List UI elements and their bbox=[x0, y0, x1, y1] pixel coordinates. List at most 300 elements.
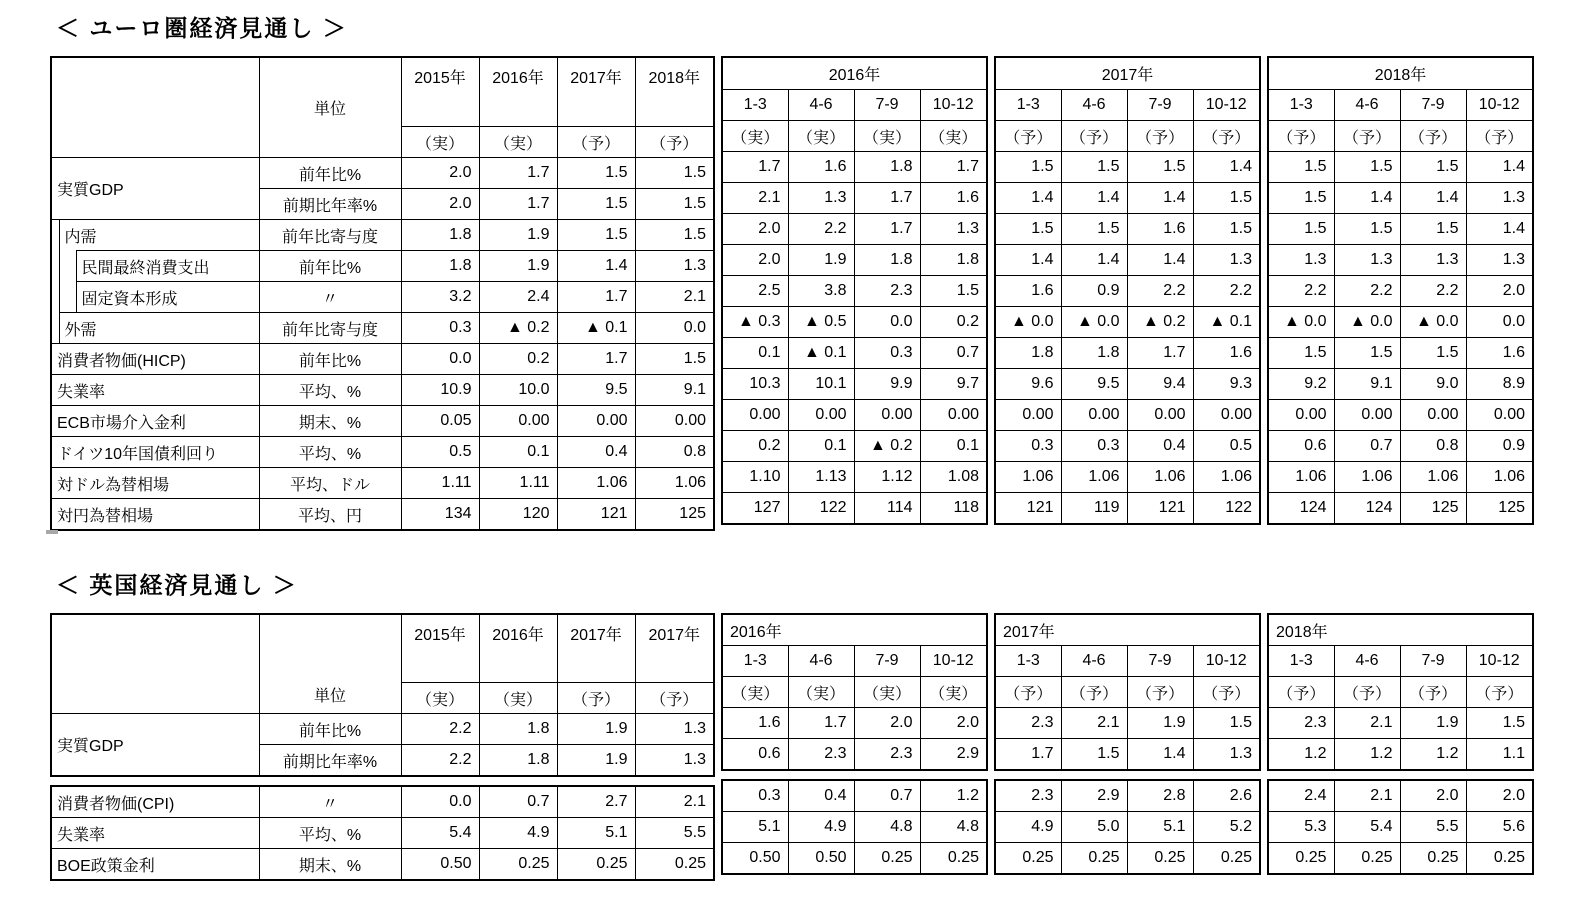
annual-year-header: 2017年 bbox=[557, 614, 635, 683]
row-label: 民間最終消費支出 bbox=[76, 251, 259, 282]
value-cell: 9.0 bbox=[1400, 369, 1466, 400]
annual-type-header: （実） bbox=[401, 127, 479, 158]
row-label: 実質GDP bbox=[51, 714, 259, 777]
quarter-type-header: （予） bbox=[1268, 121, 1334, 152]
value-cell: 1.08 bbox=[920, 462, 987, 493]
row-label: 消費者物価(CPI) bbox=[51, 786, 259, 818]
quarter-label-header: 1-3 bbox=[995, 90, 1061, 121]
table-row bbox=[722, 369, 987, 400]
value-cell: 1.8 bbox=[401, 251, 479, 282]
euro-section bbox=[50, 10, 1591, 531]
quarter-label-header: 10-12 bbox=[1466, 646, 1533, 677]
value-cell: 3.2 bbox=[401, 282, 479, 313]
value-cell: 0.25 bbox=[1466, 843, 1533, 875]
header-subrow bbox=[722, 121, 987, 152]
value-cell: 1.06 bbox=[557, 468, 635, 499]
value-cell: 1.6 bbox=[788, 152, 854, 183]
value-cell: 2.9 bbox=[1061, 780, 1127, 812]
value-cell: 2.1 bbox=[1061, 708, 1127, 739]
annual-block bbox=[50, 56, 715, 531]
value-cell: 1.06 bbox=[1268, 462, 1334, 493]
quarter-block bbox=[1267, 56, 1534, 525]
value-cell: 1.5 bbox=[557, 220, 635, 251]
value-cell: 5.1 bbox=[722, 812, 788, 843]
table-row bbox=[51, 818, 714, 849]
value-cell: 121 bbox=[995, 493, 1061, 525]
value-cell: 2.1 bbox=[635, 282, 714, 313]
value-cell: 2.2 bbox=[1400, 276, 1466, 307]
value-cell: 5.3 bbox=[1268, 812, 1334, 843]
table-row bbox=[722, 708, 987, 739]
value-cell: 0.1 bbox=[788, 431, 854, 462]
value-cell: 0.25 bbox=[1400, 843, 1466, 875]
table-row bbox=[995, 843, 1260, 875]
quarter-label-header: 10-12 bbox=[1193, 646, 1260, 677]
value-cell: 2.2 bbox=[1334, 276, 1400, 307]
table-row bbox=[1268, 152, 1533, 183]
unit-cell: 平均、円 bbox=[259, 499, 401, 531]
value-cell: 1.3 bbox=[1466, 245, 1533, 276]
quarter-type-header: （予） bbox=[995, 121, 1061, 152]
quarter-type-header: （予） bbox=[1466, 121, 1533, 152]
table-row bbox=[995, 152, 1260, 183]
value-cell: 1.5 bbox=[1061, 739, 1127, 771]
value-cell: 1.7 bbox=[557, 344, 635, 375]
header-subrow bbox=[995, 121, 1260, 152]
value-cell: 1.3 bbox=[1193, 739, 1260, 771]
quarter-type-header: （実） bbox=[722, 677, 788, 708]
value-cell: 0.00 bbox=[920, 400, 987, 431]
quarter-label-header: 10-12 bbox=[920, 90, 987, 121]
value-cell: 2.6 bbox=[1193, 780, 1260, 812]
value-cell: 1.9 bbox=[479, 220, 557, 251]
value-cell: 2.0 bbox=[1400, 780, 1466, 812]
indent-rule-2 bbox=[59, 251, 76, 313]
table-row bbox=[995, 245, 1260, 276]
table-row bbox=[995, 812, 1260, 843]
value-cell: 0.0 bbox=[635, 313, 714, 344]
quarter-type-header: （実） bbox=[854, 677, 920, 708]
table-row bbox=[722, 307, 987, 338]
value-cell: 0.5 bbox=[401, 437, 479, 468]
data-table bbox=[50, 56, 715, 531]
value-cell: 4.8 bbox=[854, 812, 920, 843]
annual-type-header: （予） bbox=[557, 683, 635, 714]
value-cell: 1.8 bbox=[920, 245, 987, 276]
value-cell: 1.3 bbox=[1466, 183, 1533, 214]
value-cell: ▲ 0.5 bbox=[788, 307, 854, 338]
table-row bbox=[51, 499, 714, 531]
unit-cell: 平均、% bbox=[259, 437, 401, 468]
table-row bbox=[51, 313, 714, 344]
quarter-block bbox=[994, 56, 1261, 525]
unit-cell: 前年比寄与度 bbox=[259, 313, 401, 344]
value-cell: 114 bbox=[854, 493, 920, 525]
quarter-label-header: 4-6 bbox=[788, 646, 854, 677]
value-cell: 1.11 bbox=[479, 468, 557, 499]
table-row bbox=[722, 843, 987, 875]
table-row bbox=[51, 220, 714, 251]
value-cell: 0.4 bbox=[557, 437, 635, 468]
header-row bbox=[1268, 90, 1533, 121]
table-row bbox=[51, 158, 714, 189]
value-cell: 0.00 bbox=[1334, 400, 1400, 431]
value-cell: 4.9 bbox=[479, 818, 557, 849]
value-cell: 9.4 bbox=[1127, 369, 1193, 400]
value-cell: 0.7 bbox=[479, 786, 557, 818]
value-cell: 1.3 bbox=[1193, 245, 1260, 276]
unit-cell: 前年比寄与度 bbox=[259, 220, 401, 251]
value-cell: 0.05 bbox=[401, 406, 479, 437]
value-cell: 5.4 bbox=[401, 818, 479, 849]
quarter-type-header: （実） bbox=[788, 121, 854, 152]
quarter-label-header: 4-6 bbox=[1334, 646, 1400, 677]
table-row bbox=[1268, 400, 1533, 431]
header-row bbox=[1268, 57, 1533, 90]
table-row bbox=[51, 468, 714, 499]
value-cell: 1.9 bbox=[557, 714, 635, 745]
value-cell: 1.7 bbox=[479, 189, 557, 220]
value-cell: 1.8 bbox=[479, 714, 557, 745]
value-cell: 134 bbox=[401, 499, 479, 531]
value-cell: 2.0 bbox=[920, 708, 987, 739]
value-cell: 1.5 bbox=[1400, 152, 1466, 183]
quarter-type-header: （予） bbox=[1268, 677, 1334, 708]
row-label: 実質GDP bbox=[51, 158, 259, 220]
value-cell: 1.4 bbox=[557, 251, 635, 282]
value-cell: ▲ 0.0 bbox=[995, 307, 1061, 338]
value-cell: 0.25 bbox=[1334, 843, 1400, 875]
quarter-type-header: （予） bbox=[1400, 677, 1466, 708]
table-row bbox=[995, 369, 1260, 400]
quarter-type-header: （予） bbox=[1334, 121, 1400, 152]
value-cell: 0.3 bbox=[401, 313, 479, 344]
table-row bbox=[51, 849, 714, 881]
value-cell: 1.2 bbox=[1268, 739, 1334, 771]
value-cell: ▲ 0.0 bbox=[1400, 307, 1466, 338]
header-subrow bbox=[722, 677, 987, 708]
table-row bbox=[995, 780, 1260, 812]
value-cell: 0.1 bbox=[479, 437, 557, 468]
value-cell: 1.7 bbox=[722, 152, 788, 183]
value-cell: 9.6 bbox=[995, 369, 1061, 400]
value-cell: 1.5 bbox=[1127, 152, 1193, 183]
quarter-type-header: （予） bbox=[1127, 121, 1193, 152]
value-cell: 0.2 bbox=[722, 431, 788, 462]
quarter-year-header: 2018年 bbox=[1268, 614, 1533, 646]
value-cell: 0.7 bbox=[1334, 431, 1400, 462]
value-cell: 0.3 bbox=[854, 338, 920, 369]
quarter-year-header: 2017年 bbox=[995, 57, 1260, 90]
value-cell: 0.2 bbox=[920, 307, 987, 338]
value-cell: 1.9 bbox=[1127, 708, 1193, 739]
quarter-type-header: （予） bbox=[1061, 677, 1127, 708]
value-cell: ▲ 0.0 bbox=[1061, 307, 1127, 338]
quarter-type-header: （実） bbox=[722, 121, 788, 152]
value-cell: 1.5 bbox=[1193, 708, 1260, 739]
value-cell: 1.3 bbox=[1268, 245, 1334, 276]
value-cell: 1.2 bbox=[1334, 739, 1400, 771]
table-row bbox=[722, 214, 987, 245]
value-cell: 1.7 bbox=[479, 158, 557, 189]
value-cell: 4.9 bbox=[995, 812, 1061, 843]
value-cell: 2.3 bbox=[995, 708, 1061, 739]
table-row bbox=[51, 344, 714, 375]
table-row bbox=[51, 786, 714, 818]
value-cell: 2.3 bbox=[995, 780, 1061, 812]
table-row bbox=[995, 462, 1260, 493]
table-row bbox=[51, 375, 714, 406]
quarter-label-header: 1-3 bbox=[722, 90, 788, 121]
header-row bbox=[51, 614, 714, 683]
value-cell: 0.50 bbox=[788, 843, 854, 875]
value-cell: 1.6 bbox=[995, 276, 1061, 307]
header-row bbox=[722, 57, 987, 90]
row-label: 外需 bbox=[59, 313, 259, 344]
row-label: BOE政策金利 bbox=[51, 849, 259, 881]
value-cell: 1.4 bbox=[995, 183, 1061, 214]
value-cell: 2.3 bbox=[1268, 708, 1334, 739]
value-cell: 120 bbox=[479, 499, 557, 531]
value-cell: 0.3 bbox=[722, 780, 788, 812]
annual-type-header: （実） bbox=[479, 127, 557, 158]
value-cell: 1.5 bbox=[1061, 152, 1127, 183]
table-row bbox=[51, 437, 714, 468]
value-cell: 1.4 bbox=[1061, 245, 1127, 276]
quarter-year-header: 2017年 bbox=[995, 614, 1260, 646]
table-row bbox=[722, 493, 987, 525]
value-cell: 10.1 bbox=[788, 369, 854, 400]
value-cell: 0.00 bbox=[722, 400, 788, 431]
quarter-type-header: （予） bbox=[1193, 677, 1260, 708]
table-row bbox=[995, 276, 1260, 307]
value-cell: 1.9 bbox=[788, 245, 854, 276]
value-cell: 1.06 bbox=[1061, 462, 1127, 493]
value-cell: 2.9 bbox=[920, 739, 987, 771]
row-label: 内需 bbox=[59, 220, 259, 251]
quarter-year-header: 2016年 bbox=[722, 614, 987, 646]
value-cell: 1.5 bbox=[1193, 183, 1260, 214]
value-cell: 0.00 bbox=[479, 406, 557, 437]
value-cell: 0.1 bbox=[920, 431, 987, 462]
value-cell: 1.8 bbox=[479, 745, 557, 777]
value-cell: 2.7 bbox=[557, 786, 635, 818]
value-cell: 0.25 bbox=[995, 843, 1061, 875]
value-cell: 1.5 bbox=[1061, 214, 1127, 245]
value-cell: 0.0 bbox=[854, 307, 920, 338]
data-table bbox=[994, 56, 1261, 525]
table-row bbox=[995, 431, 1260, 462]
value-cell: 1.6 bbox=[920, 183, 987, 214]
value-cell: 1.6 bbox=[1466, 338, 1533, 369]
value-cell: 0.25 bbox=[920, 843, 987, 875]
quarter-label-header: 10-12 bbox=[1193, 90, 1260, 121]
value-cell: 2.2 bbox=[401, 714, 479, 745]
value-cell: 2.2 bbox=[1268, 276, 1334, 307]
value-cell: 1.4 bbox=[1127, 245, 1193, 276]
row-label: 対円為替相場 bbox=[51, 499, 259, 531]
unit-cell: 〃 bbox=[259, 786, 401, 818]
value-cell: 9.1 bbox=[1334, 369, 1400, 400]
annual-year-header: 2017年 bbox=[557, 57, 635, 127]
value-cell: 1.06 bbox=[1193, 462, 1260, 493]
table-row bbox=[1268, 183, 1533, 214]
value-cell: 0.6 bbox=[1268, 431, 1334, 462]
annual-type-header: （実） bbox=[401, 683, 479, 714]
value-cell: 2.1 bbox=[1334, 780, 1400, 812]
value-cell: 5.2 bbox=[1193, 812, 1260, 843]
row-label: ECB市場介入金利 bbox=[51, 406, 259, 437]
unit-cell: 前期比年率% bbox=[259, 745, 401, 777]
value-cell: 0.4 bbox=[788, 780, 854, 812]
value-cell: 122 bbox=[1193, 493, 1260, 525]
table-row bbox=[51, 251, 714, 282]
quarter-label-header: 1-3 bbox=[722, 646, 788, 677]
value-cell: 118 bbox=[920, 493, 987, 525]
table-row bbox=[722, 780, 987, 812]
value-cell: 1.7 bbox=[1127, 338, 1193, 369]
quarter-type-header: （予） bbox=[1193, 121, 1260, 152]
value-cell: 1.3 bbox=[788, 183, 854, 214]
value-cell: 2.0 bbox=[722, 245, 788, 276]
header-row bbox=[995, 646, 1260, 677]
value-cell: 0.5 bbox=[1193, 431, 1260, 462]
table-row bbox=[722, 183, 987, 214]
table-row bbox=[995, 338, 1260, 369]
table-row bbox=[1268, 245, 1533, 276]
data-table bbox=[994, 613, 1261, 771]
header-row bbox=[1268, 646, 1533, 677]
value-cell: 1.9 bbox=[1400, 708, 1466, 739]
value-cell: 2.2 bbox=[1127, 276, 1193, 307]
value-cell: ▲ 0.2 bbox=[854, 431, 920, 462]
value-cell: 0.00 bbox=[788, 400, 854, 431]
unit-cell: 平均、ドル bbox=[259, 468, 401, 499]
value-cell: 0.6 bbox=[722, 739, 788, 771]
quarter-block bbox=[1267, 613, 1534, 875]
value-cell: 2.1 bbox=[1334, 708, 1400, 739]
value-cell: 1.5 bbox=[920, 276, 987, 307]
value-cell: 9.5 bbox=[1061, 369, 1127, 400]
value-cell: ▲ 0.1 bbox=[1193, 307, 1260, 338]
value-cell: 0.00 bbox=[635, 406, 714, 437]
header-row bbox=[1268, 614, 1533, 646]
value-cell: 119 bbox=[1061, 493, 1127, 525]
value-cell: 1.8 bbox=[995, 338, 1061, 369]
quarter-label-header: 4-6 bbox=[1061, 646, 1127, 677]
value-cell: 0.4 bbox=[1127, 431, 1193, 462]
value-cell: 1.5 bbox=[995, 214, 1061, 245]
value-cell: 1.7 bbox=[854, 183, 920, 214]
quarter-label-header: 1-3 bbox=[1268, 646, 1334, 677]
value-cell: 1.5 bbox=[635, 189, 714, 220]
unit-cell: 期末、% bbox=[259, 406, 401, 437]
table-row bbox=[995, 708, 1260, 739]
unit-cell: 前年比% bbox=[259, 714, 401, 745]
value-cell: 1.5 bbox=[1334, 152, 1400, 183]
header-row bbox=[51, 57, 714, 127]
unit-cell: 期末、% bbox=[259, 849, 401, 881]
indent-rule bbox=[51, 220, 59, 344]
value-cell: 0.00 bbox=[1466, 400, 1533, 431]
value-cell: 1.9 bbox=[479, 251, 557, 282]
quarter-type-header: （実） bbox=[920, 677, 987, 708]
value-cell: 1.06 bbox=[1334, 462, 1400, 493]
table-row bbox=[995, 307, 1260, 338]
value-cell: 4.8 bbox=[920, 812, 987, 843]
annual-type-header: （予） bbox=[635, 127, 714, 158]
row-label: 対ドル為替相場 bbox=[51, 468, 259, 499]
value-cell: 1.3 bbox=[1334, 245, 1400, 276]
uk-tables-row bbox=[50, 613, 1591, 881]
value-cell: 2.2 bbox=[401, 745, 479, 777]
value-cell: 2.3 bbox=[854, 739, 920, 771]
value-cell: 125 bbox=[635, 499, 714, 531]
unit-cell: 平均、% bbox=[259, 818, 401, 849]
value-cell: 0.8 bbox=[635, 437, 714, 468]
value-cell: 2.2 bbox=[1193, 276, 1260, 307]
value-cell: 121 bbox=[557, 499, 635, 531]
value-cell: 2.0 bbox=[401, 158, 479, 189]
value-cell: 1.7 bbox=[995, 739, 1061, 771]
value-cell: 0.25 bbox=[1127, 843, 1193, 875]
header-subrow bbox=[995, 677, 1260, 708]
value-cell: 0.50 bbox=[401, 849, 479, 881]
value-cell: 1.5 bbox=[635, 344, 714, 375]
value-cell: 122 bbox=[788, 493, 854, 525]
value-cell: 1.2 bbox=[1400, 739, 1466, 771]
table-row bbox=[995, 400, 1260, 431]
value-cell: 1.5 bbox=[1268, 183, 1334, 214]
value-cell: 0.00 bbox=[1268, 400, 1334, 431]
annual-type-header: （予） bbox=[635, 683, 714, 714]
value-cell: 2.1 bbox=[722, 183, 788, 214]
table-row bbox=[1268, 214, 1533, 245]
data-table bbox=[721, 779, 988, 875]
quarter-label-header: 7-9 bbox=[854, 646, 920, 677]
table-row bbox=[722, 245, 987, 276]
header-row bbox=[995, 614, 1260, 646]
value-cell: 125 bbox=[1400, 493, 1466, 525]
data-table bbox=[50, 613, 715, 777]
value-cell: 1.10 bbox=[722, 462, 788, 493]
value-cell: 2.0 bbox=[1466, 780, 1533, 812]
value-cell: 1.13 bbox=[788, 462, 854, 493]
value-cell: 1.5 bbox=[1268, 214, 1334, 245]
value-cell: 1.5 bbox=[557, 158, 635, 189]
data-table bbox=[994, 779, 1261, 875]
value-cell: 1.5 bbox=[1268, 338, 1334, 369]
table-row bbox=[995, 739, 1260, 771]
table-row bbox=[1268, 338, 1533, 369]
value-cell: 0.00 bbox=[557, 406, 635, 437]
value-cell: 0.9 bbox=[1061, 276, 1127, 307]
value-cell: 8.9 bbox=[1466, 369, 1533, 400]
value-cell: 0.0 bbox=[401, 786, 479, 818]
value-cell: 124 bbox=[1334, 493, 1400, 525]
value-cell: 0.2 bbox=[479, 344, 557, 375]
quarter-type-header: （予） bbox=[1334, 677, 1400, 708]
annual-year-header: 2015年 bbox=[401, 57, 479, 127]
unit-column-header: 単位 bbox=[259, 614, 401, 714]
value-cell: 1.5 bbox=[557, 189, 635, 220]
table-row bbox=[51, 406, 714, 437]
value-cell: 1.3 bbox=[1400, 245, 1466, 276]
quarter-label-header: 7-9 bbox=[854, 90, 920, 121]
table-row bbox=[722, 739, 987, 771]
table-row bbox=[1268, 431, 1533, 462]
euro-section-title: ＜ ユーロ圏経済見通し ＞ bbox=[56, 15, 348, 41]
